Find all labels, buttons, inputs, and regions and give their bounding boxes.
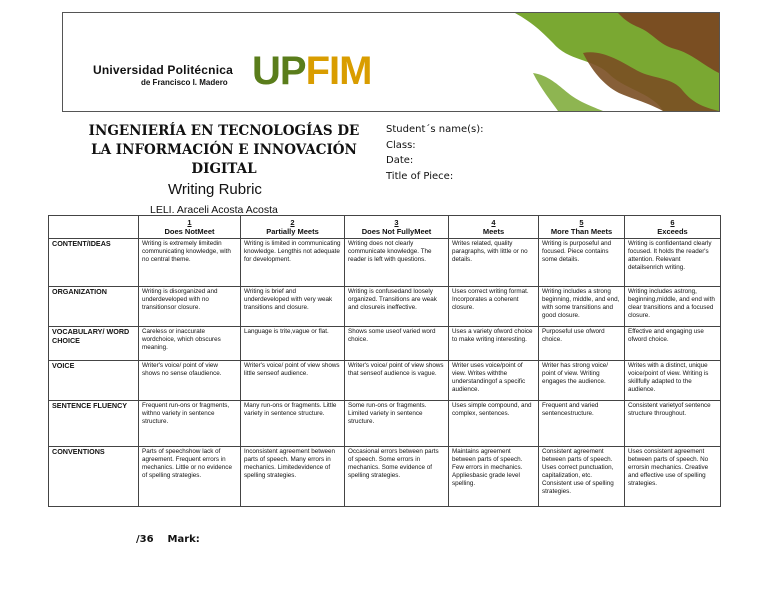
row-category: ORGANIZATION: [49, 287, 139, 327]
level-number: 4: [491, 218, 496, 227]
class-label: Class:: [386, 139, 416, 151]
rubric-cell: Maintains agreement between parts of speech. Few errors in mechanics. Appliesbasic grade level spelling.: [449, 447, 539, 507]
level-number: 3: [394, 218, 399, 227]
row-category: VOICE: [49, 361, 139, 401]
rubric-cell: Parts of speechshow lack of agreement. Frequent errors in mechanics. Little or no evidence of spelling strategies.: [139, 447, 241, 507]
university-name: [93, 63, 233, 87]
rubric-cell: Uses consistent agreement between parts of speech. No errorsin mechanics. Creative and effective use of spelling strategies.: [625, 447, 721, 507]
row-category: SENTENCE FLUENCY: [49, 401, 139, 447]
rubric-cell: Uses simple compound, and complex, sentences.: [449, 401, 539, 447]
rubric-cell: Consistent varietyof sentence structure throughout.: [625, 401, 721, 447]
level-number: 1: [187, 218, 192, 227]
total-mark: /36 Mark:: [136, 534, 200, 545]
rubric-cell: Consistent agreement between parts of speech. Uses correct punctuation, capitalization, etc. Consistent use of spelling strategies.: [539, 447, 625, 507]
date-label: Date:: [386, 155, 414, 166]
rubric-cell: Writes with a distinct, unique voice/point of view. Writing is skillfully adapted to the audience.: [625, 361, 721, 401]
rubric-cell: Inconsistent agreement between parts of speech. Many errors in mechanics. Limitedevidence of spelling strategies.: [241, 447, 345, 507]
rubric-cell: Uses correct writing format. Incorporates a coherent closure.: [449, 287, 539, 327]
level-label: Does Not FullyMeet: [361, 227, 432, 236]
level-number: 5: [579, 218, 584, 227]
rubric-table: [48, 215, 721, 507]
rubric-cell: Writing is purposeful and focused. Piece contains some details.: [539, 239, 625, 287]
decorative-map-art: [63, 13, 719, 111]
rubric-cell: Writing is confusedand loosely organized. Transitions are weak and closureis ineffective.: [345, 287, 449, 327]
level-label: Partially Meets: [266, 227, 319, 236]
rubric-cell: Writing includes a strong beginning, middle, and end, with some transitions and good closure.: [539, 287, 625, 327]
rubric-cell: Writer's voice/ point of view shows that senseof audience is vague.: [345, 361, 449, 401]
row-category: VOCABULARY/ WORD CHOICE: [49, 327, 139, 361]
table-row: [49, 361, 721, 401]
student-info-fields: [386, 122, 484, 184]
rubric-cell: Writing is confidentand clearly focused. It holds the reader's attention. Relevant detailsenrich writing.: [625, 239, 721, 287]
corner-cell: [49, 216, 139, 239]
level-header-row: [49, 216, 721, 239]
career-title: INGENIERÍA EN TECNOLOGÍAS DE LA INFORMACIÓN E INNOVACIÓN DIGITAL: [88, 123, 360, 177]
rubric-cell: Writer's voice/ point of view shows no sense ofaudience.: [139, 361, 241, 401]
rubric-cell: Shows some useof varied word choice.: [345, 327, 449, 361]
table-row: [49, 239, 721, 287]
table-row: [49, 327, 721, 361]
level-header: [241, 216, 345, 239]
level-header: [539, 216, 625, 239]
rubric-cell: Frequent and varied sentencestructure.: [539, 401, 625, 447]
title-of-piece-label: Title of Piece:: [386, 170, 454, 182]
rubric-cell: Occasional errors between parts of speech. Some errors in mechanics. Some evidence of spelling strategies.: [345, 447, 449, 507]
level-label: Exceeds: [657, 227, 688, 236]
logo-fim: FIM: [305, 49, 372, 93]
row-category: CONTENT/IDEAS: [49, 239, 139, 287]
rubric-cell: Writes related, quality paragraphs, with little or no details.: [449, 239, 539, 287]
rubric-cell: Uses a variety ofword choice to make writing interesting.: [449, 327, 539, 361]
header-banner: [62, 12, 720, 112]
rubric-cell: Language is trite,vague or flat.: [241, 327, 345, 361]
rubric-title: Writing Rubric: [168, 181, 262, 198]
rubric-cell: Purposeful use ofword choice.: [539, 327, 625, 361]
level-number: 6: [670, 218, 675, 227]
rubric-cell: Writer's voice/ point of view shows little senseof audience.: [241, 361, 345, 401]
rubric-cell: Writer uses voice/point of view. Writes withthe understandingof a specific audience.: [449, 361, 539, 401]
rubric-cell: Writing is limited in communicating knowledge. Lengthis not adequate for development.: [241, 239, 345, 287]
level-label: Does NotMeet: [164, 227, 215, 236]
rubric-cell: Some run-ons or fragments. Limited variety in sentence structure.: [345, 401, 449, 447]
rubric-cell: Effective and engaging use ofword choice.: [625, 327, 721, 361]
upfim-logo: [252, 51, 371, 91]
row-category: CONVENTIONS: [49, 447, 139, 507]
university-line2: de Francisco I. Madero: [141, 78, 228, 87]
student-name-label: Student´s name(s):: [386, 124, 484, 135]
level-header: [345, 216, 449, 239]
rubric-cell: Writing is brief and underdeveloped with very weak transitions and closure.: [241, 287, 345, 327]
rubric-cell: Writing does not clearly communicate knowledge. The reader is left with questions.: [345, 239, 449, 287]
table-row: [49, 447, 721, 507]
level-label: Meets: [482, 227, 505, 236]
rubric-cell: Writing is disorganized and underdeveloped with no transitionsor closure.: [139, 287, 241, 327]
level-header: [139, 216, 241, 239]
table-row: [49, 401, 721, 447]
teacher-name: LELI. Araceli Acosta Acosta: [150, 204, 278, 216]
rubric-cell: Writing includes astrong, beginning,middle, and end with clear transitions and a focused closure.: [625, 287, 721, 327]
rubric-cell: Frequent run-ons or fragments, withno variety in sentence structure.: [139, 401, 241, 447]
logo-up: UP: [252, 49, 306, 93]
rubric-cell: Many run-ons or fragments. Little variety in sentence structure.: [241, 401, 345, 447]
university-line1: Universidad Politécnica: [93, 63, 233, 77]
level-number: 2: [290, 218, 295, 227]
rubric-cell: Careless or inaccurate wordchoice, which obscures meaning.: [139, 327, 241, 361]
level-label: More Than Meets: [550, 227, 613, 236]
rubric-cell: Writing is extremely limitedin communicating knowledge, with no central theme.: [139, 239, 241, 287]
level-header: [449, 216, 539, 239]
level-header: [625, 216, 721, 239]
rubric-cell: Writer has strong voice/ point of view. Writing engages the audience.: [539, 361, 625, 401]
table-row: [49, 287, 721, 327]
